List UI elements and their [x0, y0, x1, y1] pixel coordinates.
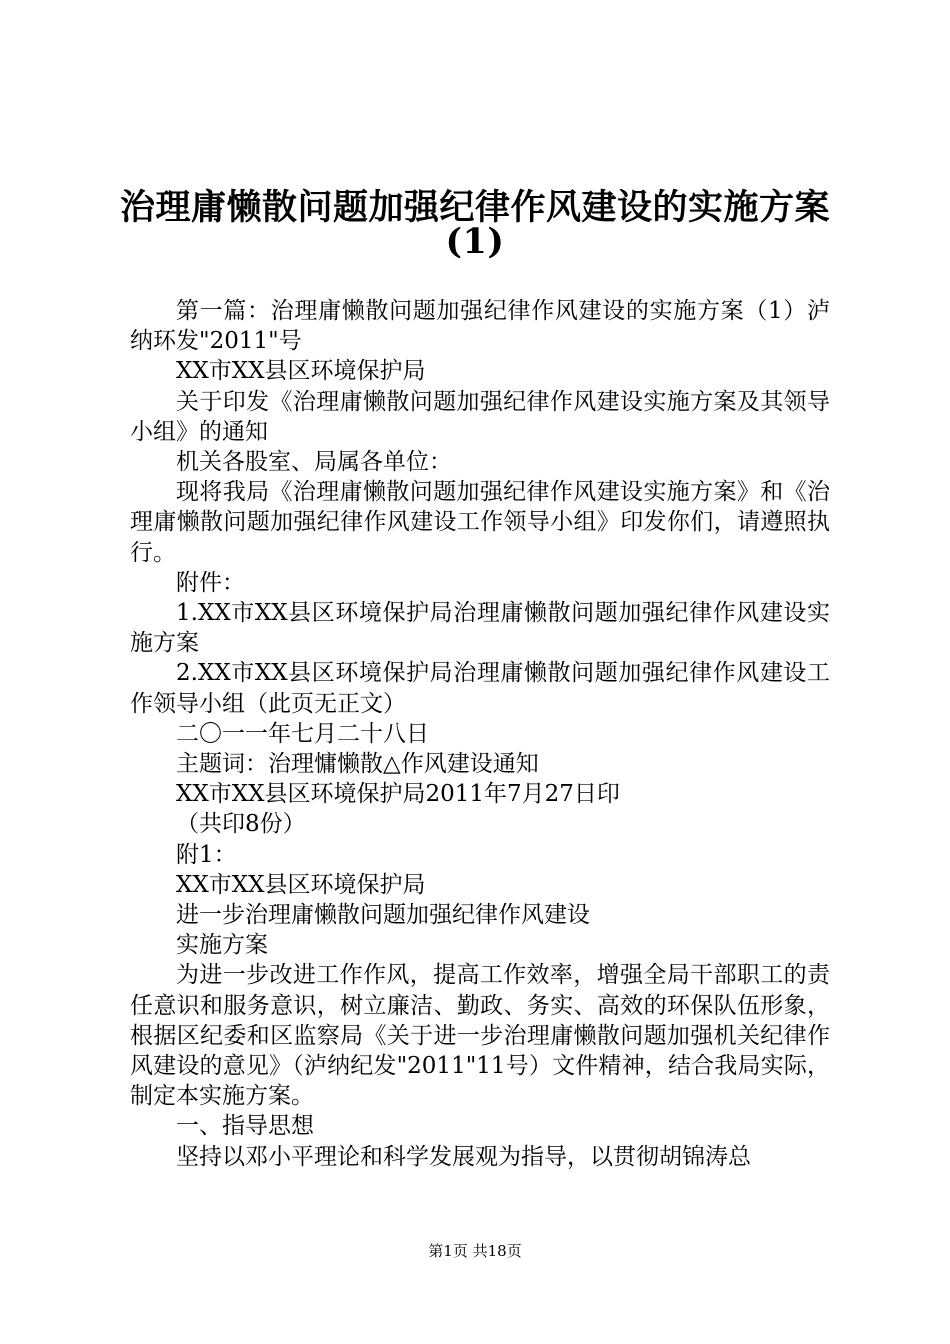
- document-title: 治理庸懒散问题加强纪律作风建设的实施方案: [119, 187, 830, 228]
- document-body: [130, 296, 830, 1172]
- paragraph: 第一篇：治理庸懒散问题加强纪律作风建设的实施方案（1）泸纳环发"2011"号: [130, 298, 830, 355]
- paragraph: 附1：: [176, 841, 237, 868]
- paragraph: 实施方案: [176, 932, 268, 959]
- paragraph: （共印8份）: [176, 811, 306, 838]
- paragraph: XX市XX县区环境保护局: [176, 358, 426, 385]
- paragraph: XX市XX县区环境保护局: [176, 871, 426, 898]
- paragraph: 为进一步改进工作作风，提高工作效率，增强全局干部职工的责任意识和服务意识，树立廉洁、勤政、务实、高效的环保队伍形象，根据区纪委和区监察局《关于进一步治理庸懒散问题加强机关纪律作风建设的意见》（泸纳纪发"2011"11号）文件精神，结合我局实际，制定本实施方案。: [130, 962, 830, 1110]
- paragraph: 机关各股室、局属各单位：: [176, 449, 452, 476]
- paragraph: 二〇一一年七月二十八日: [176, 720, 429, 747]
- paragraph: 现将我局《治理庸懒散问题加强纪律作风建设实施方案》和《治理庸懒散问题加强纪律作风建设工作领导小组》印发你们，请遵照执行。: [130, 479, 830, 566]
- page-number-footer: 第1页 共18页: [428, 1242, 522, 1260]
- paragraph: 进一步治理庸懒散问题加强纪律作风建设: [176, 902, 590, 929]
- paragraph: 2.XX市XX县区环境保护局治理庸懒散问题加强纪律作风建设工作领导小组（此页无正文）: [130, 660, 830, 717]
- paragraph: 主题词：治理慵懒散△作风建设通知: [176, 751, 539, 778]
- paragraph: 一、指导思想: [176, 1113, 314, 1140]
- paragraph: 1.XX市XX县区环境保护局治理庸懒散问题加强纪律作风建设实施方案: [130, 600, 830, 657]
- paragraph: 坚持以邓小平理论和科学发展观为指导，以贯彻胡锦涛总: [176, 1143, 751, 1170]
- paragraph: 关于印发《治理庸懒散问题加强纪律作风建设实施方案及其领导小组》的通知: [130, 388, 830, 445]
- paragraph: XX市XX县区环境保护局2011年7月27日印: [176, 781, 620, 808]
- document-title-suffix: (1): [445, 221, 505, 262]
- paragraph: 附件：: [176, 569, 245, 596]
